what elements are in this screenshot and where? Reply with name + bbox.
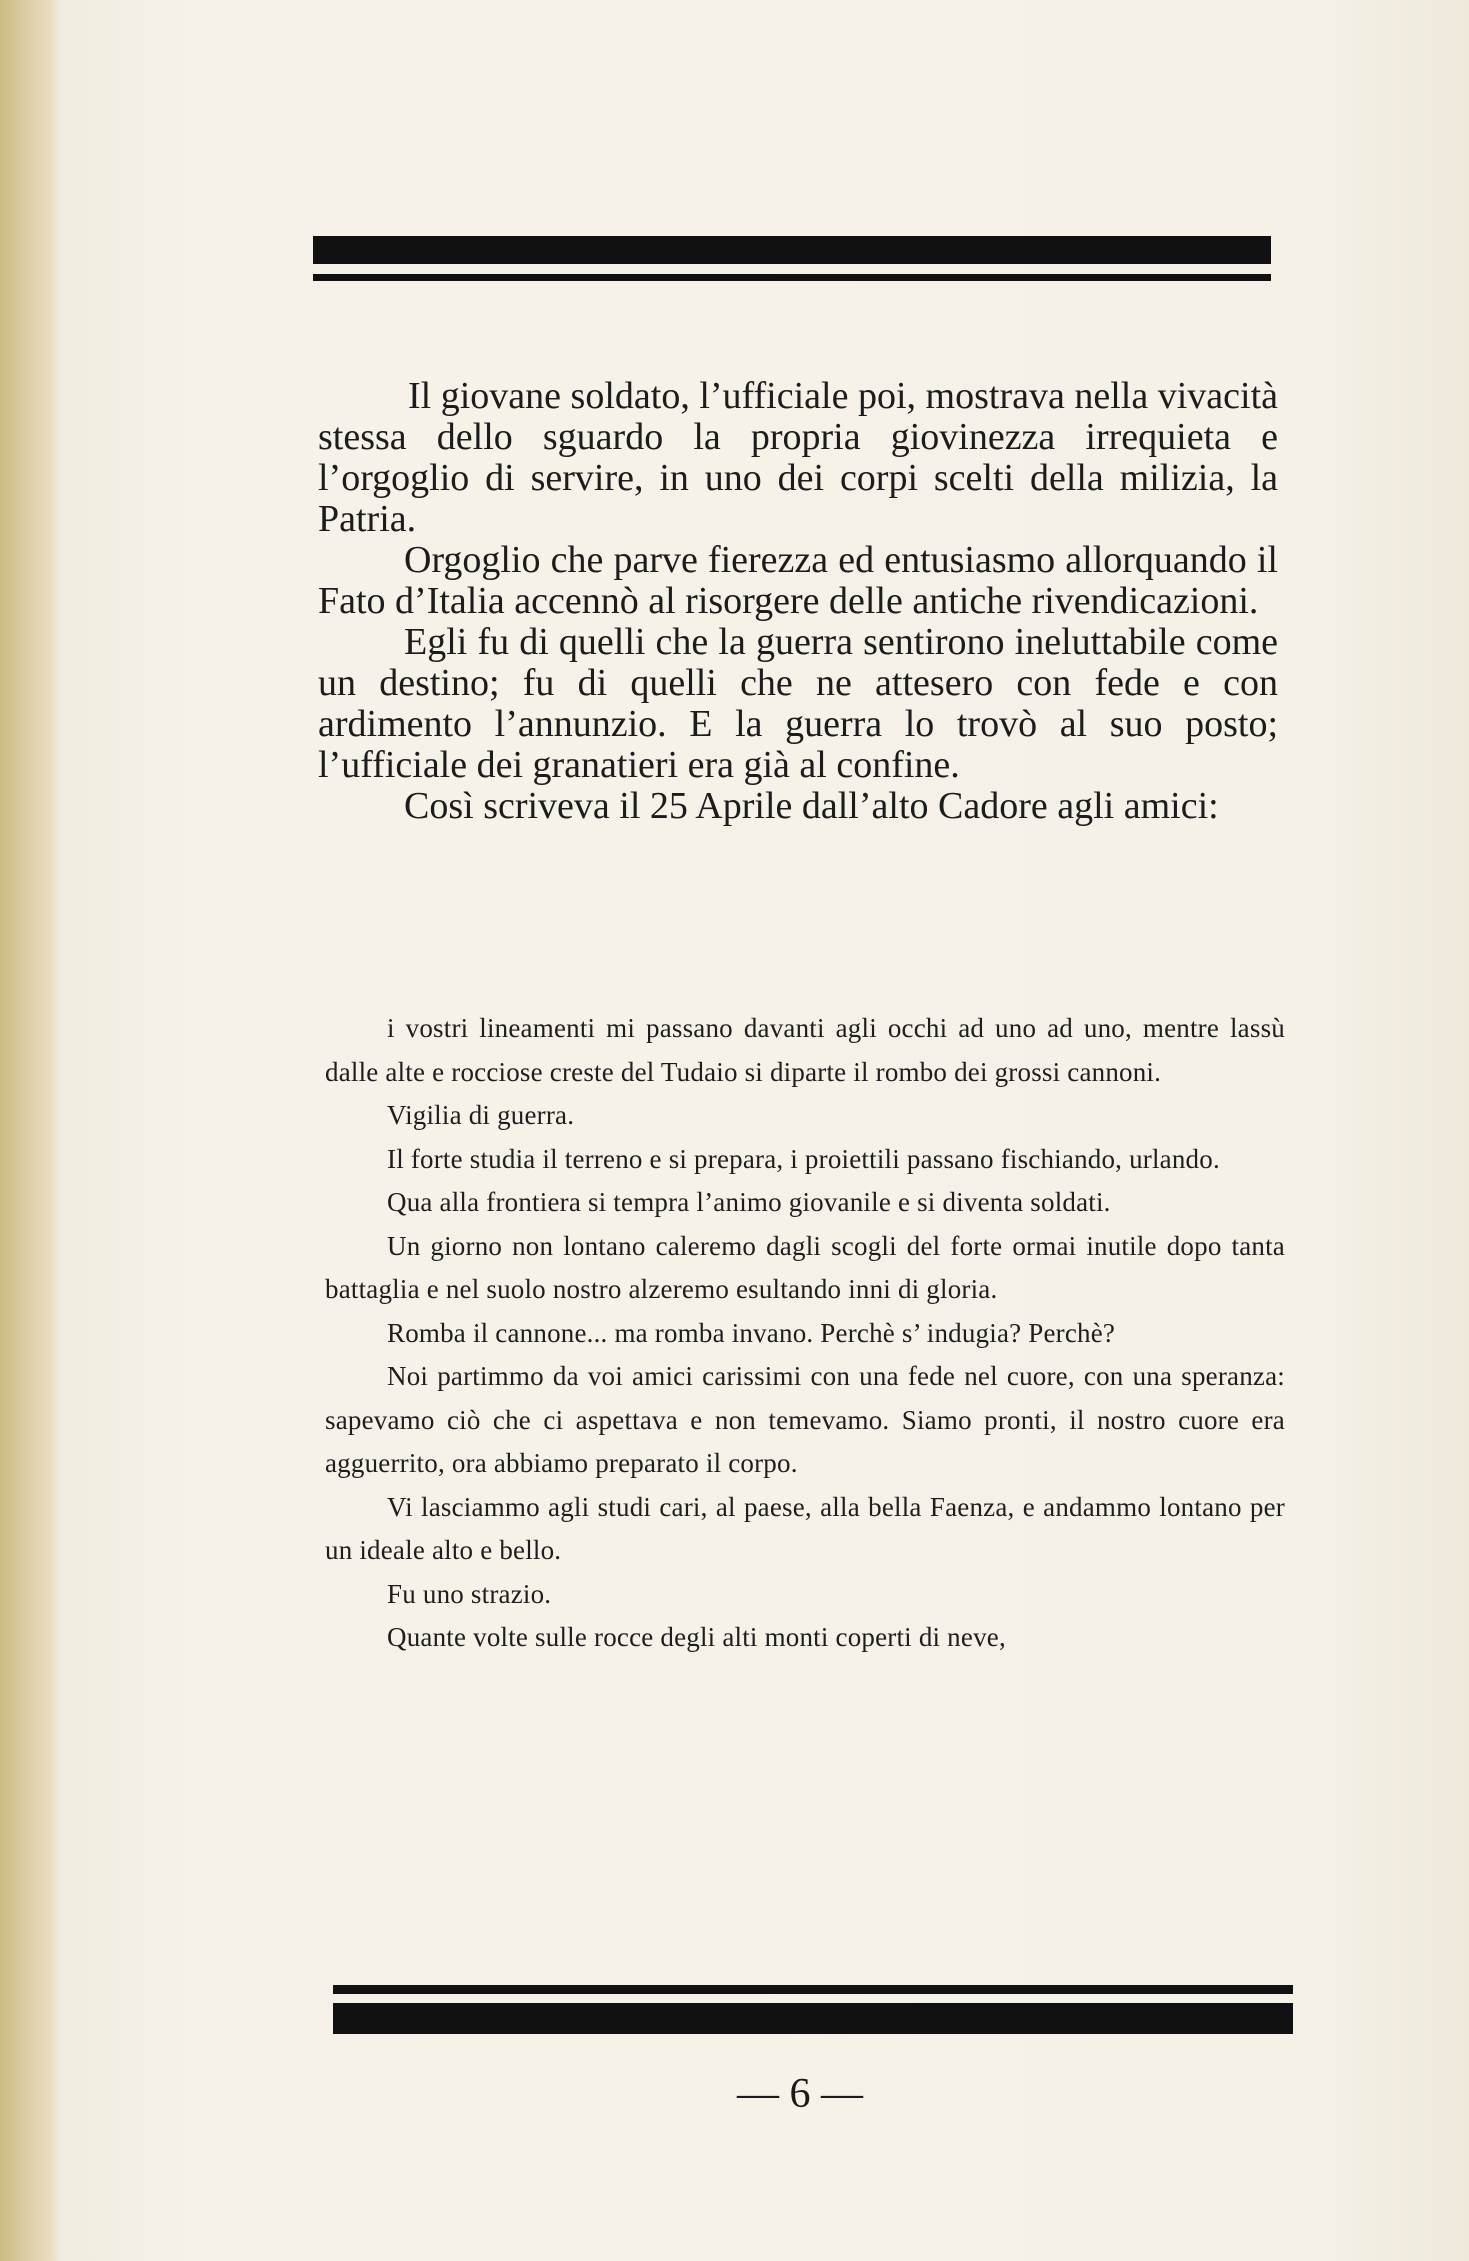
main-text bbox=[318, 376, 1278, 827]
bottom-thick-rule bbox=[333, 2003, 1293, 2034]
quoted-letter bbox=[325, 1007, 1285, 1660]
main-paragraph: Egli fu di quelli che la guerra sentirono ineluttabile come un destino; fu di quelli che ne attesero con fede e con ardimento l’annunzio. E la guerra lo trovò al suo posto; l’ufficiale dei granatieri era già al confine. bbox=[318, 621, 1278, 786]
bottom-decorative-rules bbox=[333, 1985, 1293, 2040]
letter-paragraph: Romba il cannone... ma romba invano. Perchè s’ indugia? Perchè? bbox=[387, 1317, 1116, 1348]
top-decorative-rules bbox=[313, 236, 1271, 286]
main-paragraph: Orgoglio che parve fierezza ed entusiasmo allorquando il Fato d’Italia accennò al risorgere delle antiche rivendicazioni. bbox=[318, 539, 1278, 622]
bottom-thin-rule bbox=[333, 1985, 1293, 1994]
page-number: — 6 — bbox=[737, 2071, 863, 2117]
main-paragraph: Il giovane soldato, l’ufficiale poi, mostrava nella vivacità stessa dello sguardo la propria giovinezza irrequieta e l’orgoglio di servire, in uno dei corpi scelti della milizia, la Patria. bbox=[318, 375, 1278, 540]
letter-paragraph: Un giorno non lontano caleremo dagli scogli del forte ormai inutile dopo tanta battaglia e nel suolo nostro alzeremo esultando inni di gloria. bbox=[325, 1230, 1285, 1304]
top-thin-rule bbox=[313, 274, 1271, 281]
letter-paragraph: Qua alla frontiera si tempra l’animo giovanile e si diventa soldati. bbox=[387, 1187, 1111, 1217]
letter-paragraph: Vi lasciammo agli studi cari, al paese, alla bella Faenza, e andammo lontano per un ideale alto e bello. bbox=[325, 1491, 1285, 1565]
letter-paragraph: Fu uno strazio. bbox=[387, 1578, 552, 1609]
page-binding-edge bbox=[0, 0, 58, 2261]
letter-paragraph: Vigilia di guerra. bbox=[387, 1100, 575, 1130]
letter-paragraph: Noi partimmo da voi amici carissimi con una fede nel cuore, con una speranza: sapevamo ciò che ci aspettava e non temevamo. Siamo pronti, il nostro cuore era agguerrito, ora abbiamo preparato il corpo. bbox=[325, 1361, 1285, 1478]
letter-paragraph: i vostri lineamenti mi passano davanti agli occhi ad uno ad uno, mentre lassù dalle alte e rocciose creste del Tudaio si diparte il rombo dei grossi cannoni. bbox=[325, 1013, 1285, 1087]
main-paragraph: Così scriveva il 25 Aprile dall’alto Cadore agli amici: bbox=[404, 785, 1219, 827]
letter-paragraph: Il forte studia il terreno e si prepara, i proiettili passano fischiando, urlando. bbox=[387, 1143, 1220, 1174]
letter-paragraph: Quante volte sulle rocce degli alti monti coperti di neve, bbox=[387, 1622, 1006, 1652]
top-thick-rule bbox=[313, 236, 1271, 264]
